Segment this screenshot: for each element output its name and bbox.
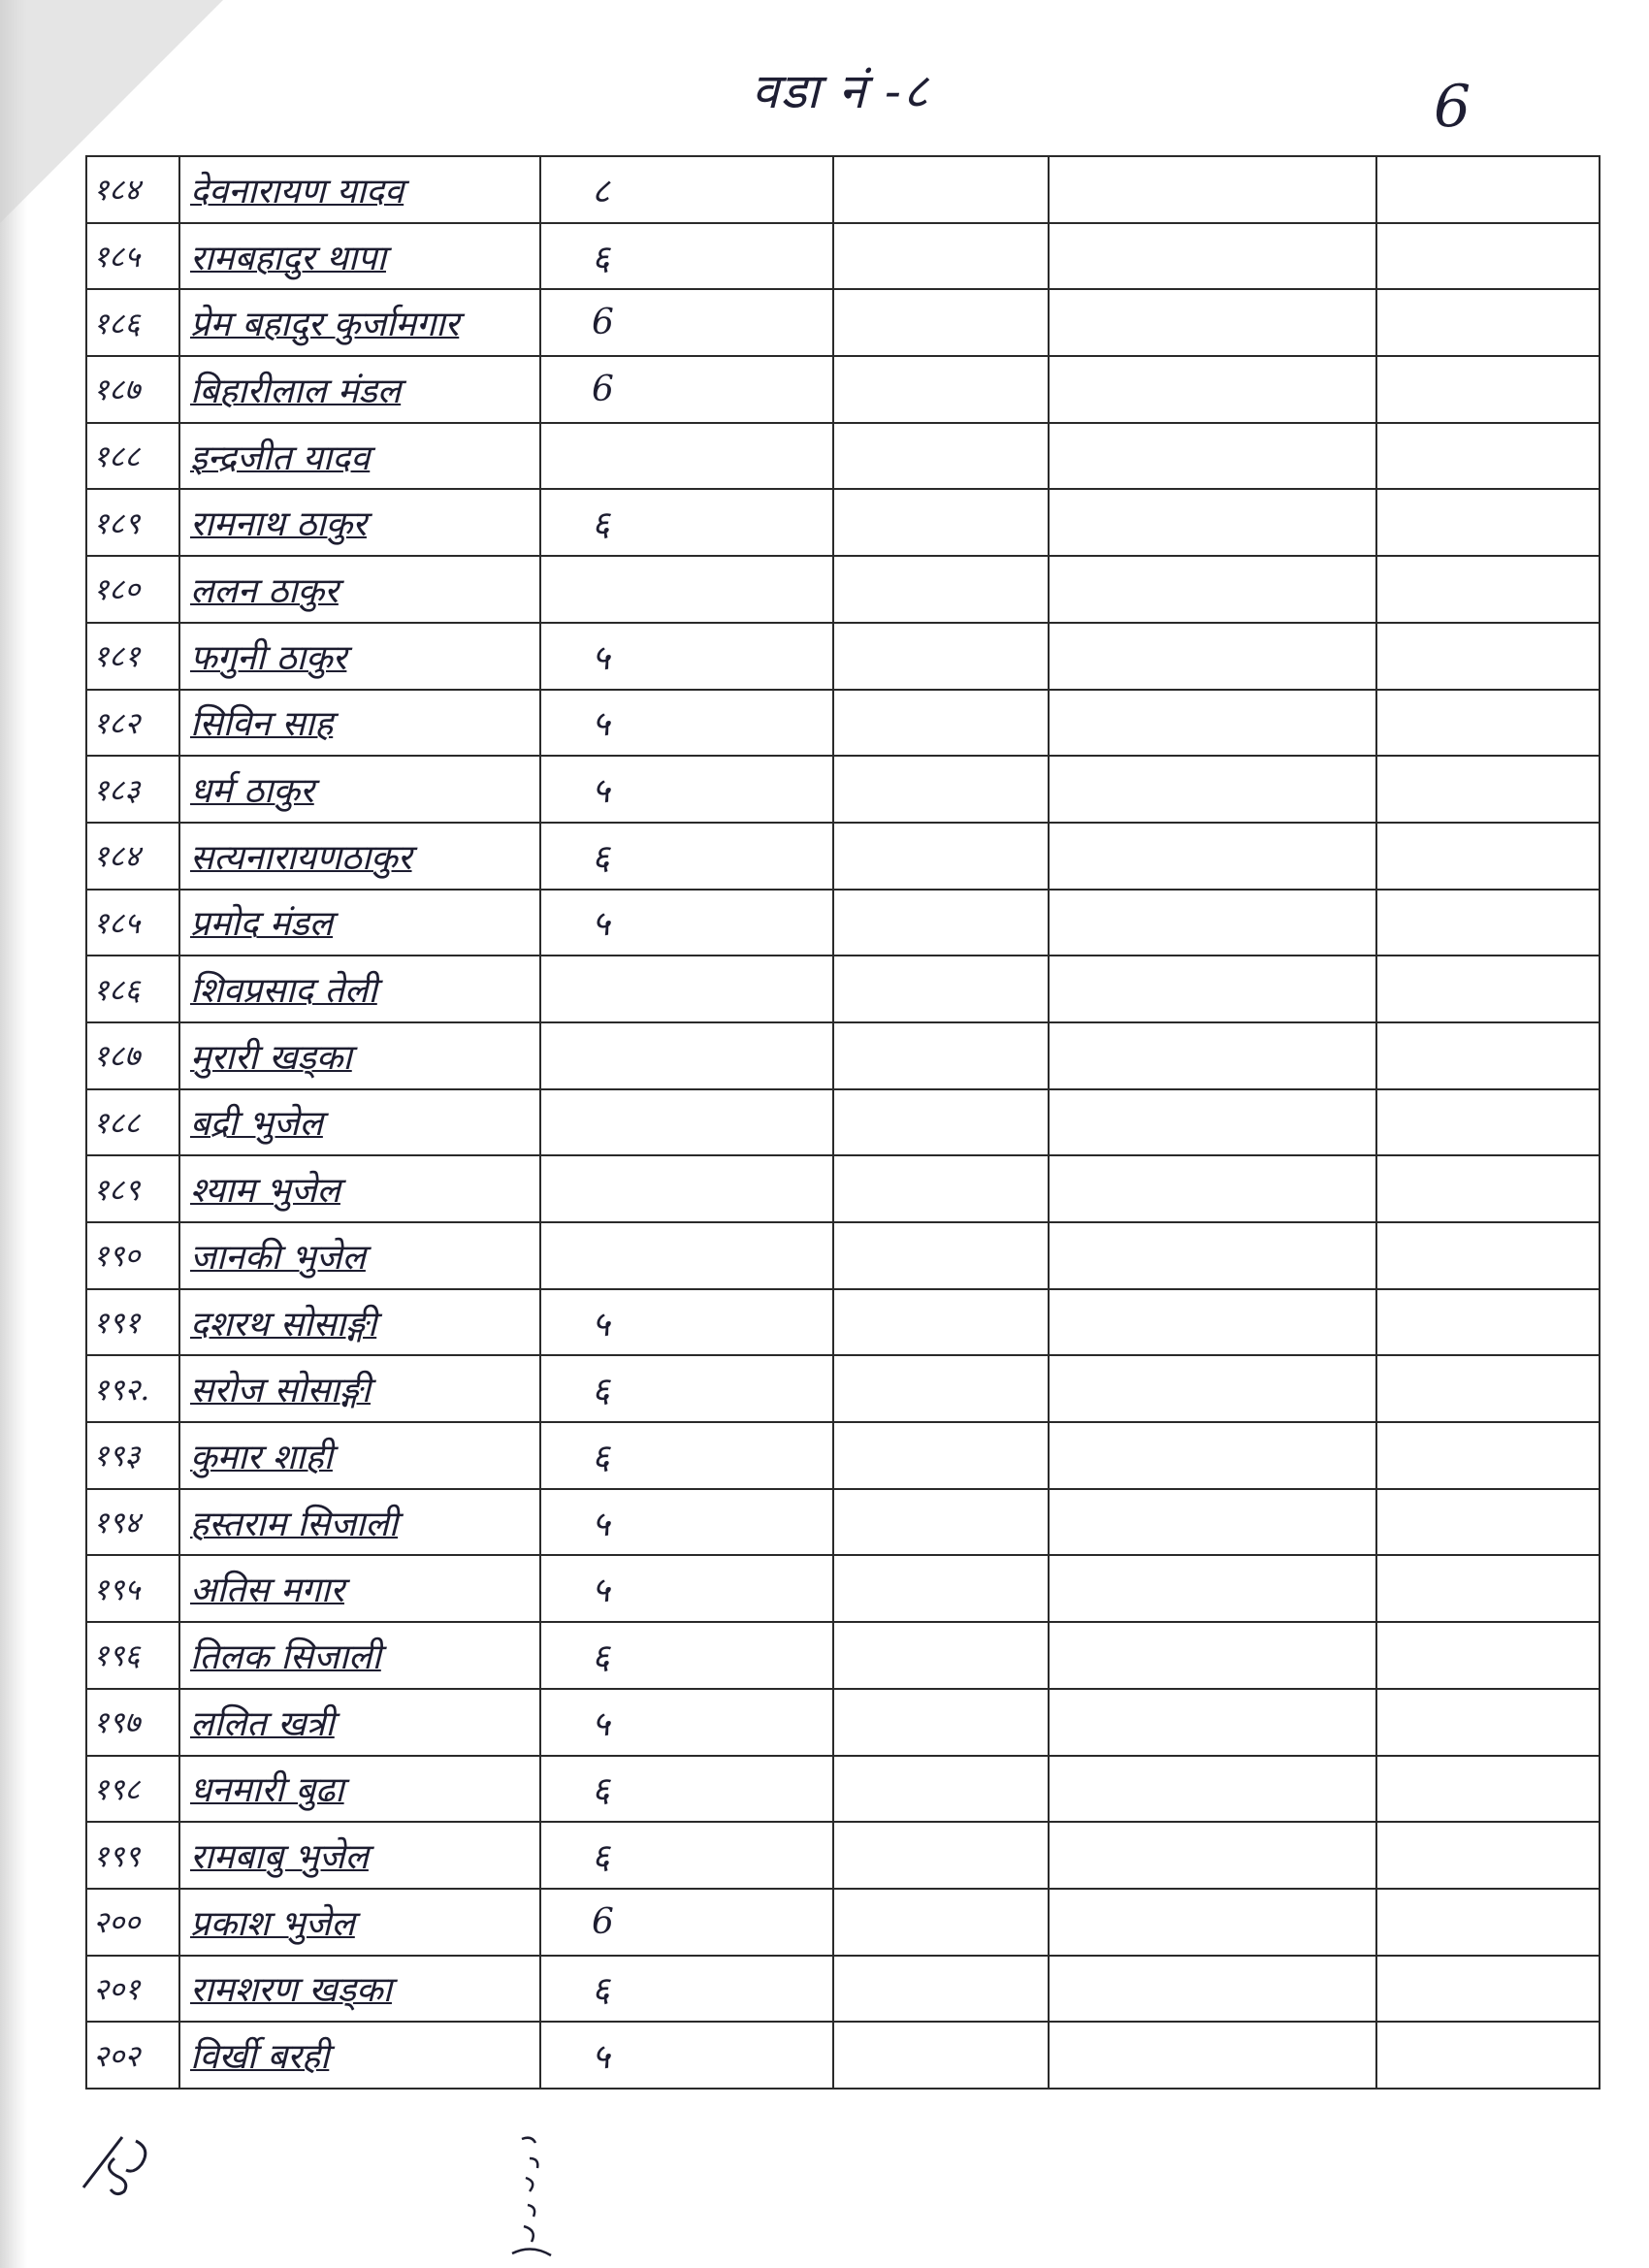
serial-number-cell	[86, 1956, 179, 2023]
serial-number-cell	[86, 1622, 179, 1689]
voter-name-text: सरोज सोसाङ्गी	[190, 1371, 371, 1411]
mark-cell	[540, 1089, 833, 1156]
mark-cell	[540, 2022, 833, 2089]
blank-cell	[833, 156, 1049, 223]
serial-number-text: १९१	[93, 1306, 141, 1342]
mark-text	[541, 1236, 592, 1276]
serial-number-text: १८९	[93, 1172, 141, 1208]
voter-name-text: मुरारी खड्का	[190, 1037, 352, 1078]
serial-number-cell	[86, 223, 179, 290]
mark-text: 6	[592, 369, 614, 409]
mark-cell	[540, 423, 833, 490]
blank-cell	[833, 1889, 1049, 1956]
mark-cell	[540, 956, 833, 1022]
voter-name-text: सिविन साह	[190, 704, 334, 745]
serial-number-text: १८९	[93, 505, 141, 541]
signature-initials	[76, 2120, 182, 2197]
serial-number-cell	[86, 156, 179, 223]
serial-number-cell	[86, 1689, 179, 1756]
serial-number-cell	[86, 1555, 179, 1622]
blank-cell	[833, 1089, 1049, 1156]
blank-cell	[1376, 823, 1600, 890]
serial-number-text: १९०	[93, 1239, 141, 1275]
serial-number-cell	[86, 1022, 179, 1089]
serial-number-text: १९७	[93, 1705, 141, 1741]
scan-shadow-edge	[0, 0, 27, 2268]
mark-cell	[540, 690, 833, 757]
blank-cell	[1376, 1355, 1600, 1422]
register-row	[86, 756, 1600, 823]
blank-cell	[1049, 1622, 1376, 1689]
register-row	[86, 823, 1600, 890]
voter-name-text: बद्री भुजेल	[190, 1104, 323, 1145]
serial-number-text: १८३	[93, 772, 141, 808]
blank-cell	[1049, 1956, 1376, 2023]
serial-number-text: १९५	[93, 1571, 141, 1607]
serial-number-cell	[86, 1422, 179, 1489]
voter-name-text: सत्यनारायणठाकुर	[190, 837, 412, 878]
mark-cell	[540, 1622, 833, 1689]
blank-cell	[833, 1822, 1049, 1889]
blank-cell	[1049, 156, 1376, 223]
voter-name-text: कुमार शाही	[190, 1437, 333, 1477]
voter-name-cell	[179, 156, 540, 223]
blank-cell	[1376, 690, 1600, 757]
blank-cell	[1049, 223, 1376, 290]
blank-cell	[833, 823, 1049, 890]
voter-name-text: रामनाथ ठाकुर	[190, 504, 367, 545]
serial-number-text: २०२	[93, 2038, 141, 2074]
mark-cell	[540, 1889, 833, 1956]
blank-cell	[1049, 1222, 1376, 1289]
voter-register-table	[85, 155, 1600, 2090]
blank-cell	[833, 1022, 1049, 1089]
register-row	[86, 623, 1600, 690]
mark-text: ५	[592, 1703, 610, 1744]
voter-name-cell	[179, 1422, 540, 1489]
voter-name-cell	[179, 1889, 540, 1956]
serial-number-text: १८७	[93, 1039, 141, 1075]
mark-text: ५	[592, 1304, 610, 1345]
blank-cell	[1376, 356, 1600, 423]
blank-cell	[1376, 1422, 1600, 1489]
blank-cell	[1049, 1289, 1376, 1356]
mark-text	[541, 969, 592, 1009]
voter-name-cell	[179, 623, 540, 690]
register-row	[86, 1022, 1600, 1089]
mark-cell	[540, 1822, 833, 1889]
serial-number-text: १९२.	[93, 1372, 150, 1408]
serial-number-text: २००	[93, 1905, 141, 1941]
voter-name-cell	[179, 1956, 540, 2023]
serial-number-cell	[86, 1289, 179, 1356]
blank-cell	[1376, 223, 1600, 290]
mark-text: ५	[592, 904, 610, 945]
register-row	[86, 356, 1600, 423]
serial-number-cell	[86, 423, 179, 490]
voter-name-text: प्रेम बहादुर कुर्जामगार	[190, 305, 460, 345]
blank-cell	[1049, 2022, 1376, 2089]
blank-cell	[1376, 423, 1600, 490]
blank-cell	[1376, 1555, 1600, 1622]
blank-cell	[833, 1222, 1049, 1289]
blank-cell	[1376, 1155, 1600, 1222]
blank-cell	[1376, 1756, 1600, 1823]
voter-name-cell	[179, 1222, 540, 1289]
voter-name-text: ललन ठाकुर	[190, 570, 339, 611]
blank-cell	[1376, 756, 1600, 823]
serial-number-text: २०१	[93, 1971, 141, 2007]
mark-text	[541, 1036, 592, 1076]
mark-text: ५	[592, 1571, 610, 1611]
blank-cell	[1376, 1489, 1600, 1556]
voter-name-cell	[179, 823, 540, 890]
blank-cell	[833, 1756, 1049, 1823]
serial-number-text: १९४	[93, 1506, 141, 1541]
serial-number-cell	[86, 1489, 179, 1556]
mark-cell	[540, 356, 833, 423]
mark-cell	[540, 489, 833, 556]
blank-cell	[1049, 623, 1376, 690]
voter-name-cell	[179, 1756, 540, 1823]
blank-cell	[833, 556, 1049, 623]
blank-cell	[833, 1355, 1049, 1422]
voter-name-text: ललित खत्री	[190, 1703, 335, 1744]
voter-name-text: हस्तराम सिजाली	[190, 1504, 399, 1544]
register-row	[86, 223, 1600, 290]
serial-number-cell	[86, 1155, 179, 1222]
serial-number-cell	[86, 623, 179, 690]
mark-cell	[540, 890, 833, 956]
blank-cell	[1376, 956, 1600, 1022]
serial-number-cell	[86, 489, 179, 556]
blank-cell	[1049, 1555, 1376, 1622]
blank-cell	[1049, 823, 1376, 890]
mark-text: ६	[592, 837, 610, 878]
blank-cell	[1049, 690, 1376, 757]
blank-cell	[1049, 1422, 1376, 1489]
voter-name-text: बिहारीलाल मंडल	[190, 371, 402, 411]
mark-cell	[540, 1289, 833, 1356]
serial-number-text: १८८	[93, 439, 141, 475]
mark-text: ६	[592, 1371, 610, 1411]
mark-cell	[540, 1555, 833, 1622]
voter-name-cell	[179, 956, 540, 1022]
mark-cell	[540, 1355, 833, 1422]
mark-cell	[540, 756, 833, 823]
mark-cell	[540, 223, 833, 290]
serial-number-text: १८१	[93, 639, 141, 675]
blank-cell	[1376, 2022, 1600, 2089]
serial-number-text: १९८	[93, 1771, 141, 1807]
blank-cell	[1049, 1022, 1376, 1089]
blank-cell	[1376, 1689, 1600, 1756]
register-row	[86, 1756, 1600, 1823]
mark-cell	[540, 289, 833, 356]
voter-name-text: प्रमोद मंडल	[190, 904, 334, 945]
register-row	[86, 1622, 1600, 1689]
voter-name-text: रामबहादुर थापा	[190, 238, 386, 278]
mark-text	[541, 1169, 592, 1209]
voter-name-text: धनमारी बुढा	[190, 1770, 344, 1811]
serial-number-text: १८७	[93, 373, 141, 408]
voter-name-cell	[179, 1355, 540, 1422]
mark-text	[541, 437, 592, 476]
blank-cell	[1376, 1622, 1600, 1689]
blank-cell	[1049, 1355, 1376, 1422]
blank-cell	[1376, 890, 1600, 956]
serial-number-cell	[86, 1355, 179, 1422]
voter-name-cell	[179, 1289, 540, 1356]
blank-cell	[833, 1289, 1049, 1356]
register-row	[86, 1889, 1600, 1956]
register-row	[86, 423, 1600, 490]
voter-name-cell	[179, 690, 540, 757]
voter-name-text: विर्खी बरही	[190, 2037, 330, 2078]
blank-cell	[833, 623, 1049, 690]
mark-text: ५	[592, 704, 610, 745]
mark-cell	[540, 156, 833, 223]
register-row	[86, 1155, 1600, 1222]
register-row	[86, 1222, 1600, 1289]
voter-name-text: देवनारायण यादव	[190, 171, 404, 211]
voter-name-text: श्याम भुजेल	[190, 1171, 340, 1212]
blank-cell	[833, 2022, 1049, 2089]
mark-text: ६	[592, 1770, 610, 1811]
mark-text: ६	[592, 1837, 610, 1878]
voter-name-text: रामबाबु भुजेल	[190, 1837, 369, 1878]
voter-name-cell	[179, 1689, 540, 1756]
register-row	[86, 890, 1600, 956]
blank-cell	[1049, 356, 1376, 423]
register-row	[86, 489, 1600, 556]
blank-cell	[833, 356, 1049, 423]
mark-cell	[540, 1956, 833, 2023]
register-row	[86, 1289, 1600, 1356]
blank-cell	[1376, 156, 1600, 223]
serial-number-text: १८४	[93, 839, 141, 875]
serial-number-cell	[86, 1089, 179, 1156]
voter-name-cell	[179, 756, 540, 823]
blank-cell	[1049, 956, 1376, 1022]
register-row	[86, 1355, 1600, 1422]
register-row	[86, 289, 1600, 356]
blank-cell	[1376, 1022, 1600, 1089]
serial-number-text: १८८	[93, 1105, 141, 1141]
voter-name-cell	[179, 1555, 540, 1622]
mark-cell	[540, 1422, 833, 1489]
mark-text	[541, 1102, 592, 1142]
blank-cell	[1376, 623, 1600, 690]
serial-number-cell	[86, 1889, 179, 1956]
blank-cell	[833, 890, 1049, 956]
voter-name-cell	[179, 223, 540, 290]
voter-name-text: जानकी भुजेल	[190, 1237, 366, 1278]
blank-cell	[1376, 489, 1600, 556]
blank-cell	[1376, 1222, 1600, 1289]
voter-name-cell	[179, 423, 540, 490]
voter-name-cell	[179, 1089, 540, 1156]
blank-cell	[1376, 1089, 1600, 1156]
register-row	[86, 1489, 1600, 1556]
mark-text: ६	[592, 504, 610, 545]
blank-cell	[1049, 1155, 1376, 1222]
mark-text: ६	[592, 1437, 610, 1477]
serial-number-cell	[86, 756, 179, 823]
blank-cell	[1376, 1289, 1600, 1356]
register-row	[86, 1822, 1600, 1889]
voter-name-cell	[179, 1822, 540, 1889]
register-row	[86, 2022, 1600, 2089]
mark-text: 6	[592, 1901, 614, 1942]
voter-name-cell	[179, 1622, 540, 1689]
blank-cell	[1049, 756, 1376, 823]
mark-cell	[540, 1756, 833, 1823]
register-row	[86, 1956, 1600, 2023]
serial-number-cell	[86, 890, 179, 956]
mark-cell	[540, 1689, 833, 1756]
mark-text: ५	[592, 2037, 610, 2078]
register-body	[86, 156, 1600, 2089]
mark-cell	[540, 623, 833, 690]
mark-text: ५	[592, 771, 610, 812]
blank-cell	[1049, 1689, 1376, 1756]
mark-text: 6	[592, 303, 614, 343]
voter-name-text: तिलक सिजाली	[190, 1636, 381, 1677]
voter-name-cell	[179, 1489, 540, 1556]
serial-number-cell	[86, 289, 179, 356]
blank-cell	[833, 1956, 1049, 2023]
mark-cell	[540, 1155, 833, 1222]
ward-heading: वडा नं -८	[752, 63, 930, 119]
serial-number-cell	[86, 823, 179, 890]
serial-number-cell	[86, 690, 179, 757]
blank-cell	[833, 756, 1049, 823]
mark-text: ५	[592, 1504, 610, 1544]
mark-text: ८	[592, 171, 610, 211]
voter-name-cell	[179, 289, 540, 356]
blank-cell	[1049, 1756, 1376, 1823]
mark-text	[541, 569, 592, 609]
mark-text: ६	[592, 238, 610, 278]
register-row	[86, 1555, 1600, 1622]
voter-name-text: अतिस मगार	[190, 1571, 344, 1611]
voter-name-cell	[179, 890, 540, 956]
blank-cell	[1049, 556, 1376, 623]
serial-number-text: १८४	[93, 173, 141, 209]
voter-name-text: दशरथ सोसाङ्गी	[190, 1304, 377, 1345]
voter-name-text: फगुनी ठाकुर	[190, 637, 347, 678]
serial-number-cell	[86, 1822, 179, 1889]
mark-text: ६	[592, 1970, 610, 2011]
serial-number-text: १८६	[93, 972, 141, 1008]
mark-text: ५	[592, 637, 610, 678]
serial-number-cell	[86, 956, 179, 1022]
serial-number-cell	[86, 1756, 179, 1823]
blank-cell	[1376, 556, 1600, 623]
blank-cell	[833, 289, 1049, 356]
blank-cell	[1049, 1822, 1376, 1889]
voter-name-cell	[179, 1155, 540, 1222]
blank-cell	[833, 1689, 1049, 1756]
serial-number-cell	[86, 2022, 179, 2089]
blank-cell	[1376, 1889, 1600, 1956]
blank-cell	[1376, 1822, 1600, 1889]
serial-number-text: १८२	[93, 705, 141, 741]
voter-name-cell	[179, 2022, 540, 2089]
page-number: 6	[1434, 73, 1471, 141]
register-row	[86, 556, 1600, 623]
serial-number-text: १९९	[93, 1838, 141, 1874]
mark-cell	[540, 823, 833, 890]
mark-cell	[540, 1022, 833, 1089]
voter-name-text: रामशरण खड्का	[190, 1970, 392, 2011]
mark-cell	[540, 1222, 833, 1289]
serial-number-text: १९३	[93, 1439, 141, 1474]
blank-cell	[1049, 489, 1376, 556]
voter-name-text: शिवप्रसाद तेली	[190, 971, 377, 1012]
register-row	[86, 956, 1600, 1022]
serial-number-text: १८५	[93, 240, 141, 275]
blank-cell	[833, 1622, 1049, 1689]
mark-text: ६	[592, 1636, 610, 1677]
blank-cell	[1049, 423, 1376, 490]
blank-cell	[833, 1422, 1049, 1489]
voter-name-cell	[179, 556, 540, 623]
register-row	[86, 1422, 1600, 1489]
blank-cell	[833, 1555, 1049, 1622]
blank-cell	[833, 489, 1049, 556]
serial-number-cell	[86, 356, 179, 423]
serial-number-text: १८०	[93, 572, 141, 608]
register-row	[86, 156, 1600, 223]
blank-cell	[1049, 1089, 1376, 1156]
serial-number-cell	[86, 556, 179, 623]
blank-cell	[833, 423, 1049, 490]
blank-cell	[1049, 1489, 1376, 1556]
blank-cell	[1376, 1956, 1600, 2023]
serial-number-cell	[86, 1222, 179, 1289]
blank-cell	[833, 223, 1049, 290]
mark-cell	[540, 1489, 833, 1556]
serial-number-text: १८५	[93, 905, 141, 941]
voter-name-cell	[179, 489, 540, 556]
voter-name-text: प्रकाश भुजेल	[190, 1903, 355, 1944]
serial-number-text: १८६	[93, 306, 141, 341]
voter-name-text: इन्द्रजीत यादव	[190, 437, 371, 478]
mark-cell	[540, 556, 833, 623]
voter-name-cell	[179, 1022, 540, 1089]
register-row	[86, 1689, 1600, 1756]
blank-cell	[1376, 289, 1600, 356]
blank-cell	[833, 956, 1049, 1022]
blank-cell	[833, 690, 1049, 757]
register-row	[86, 1089, 1600, 1156]
blank-cell	[1049, 1889, 1376, 1956]
register-row	[86, 690, 1600, 757]
blank-cell	[1049, 289, 1376, 356]
voter-name-text: धर्म ठाकुर	[190, 771, 314, 812]
blank-cell	[1049, 890, 1376, 956]
blank-cell	[833, 1489, 1049, 1556]
signature-vertical	[502, 2129, 561, 2265]
serial-number-text: १९६	[93, 1638, 141, 1674]
voter-name-cell	[179, 356, 540, 423]
blank-cell	[833, 1155, 1049, 1222]
